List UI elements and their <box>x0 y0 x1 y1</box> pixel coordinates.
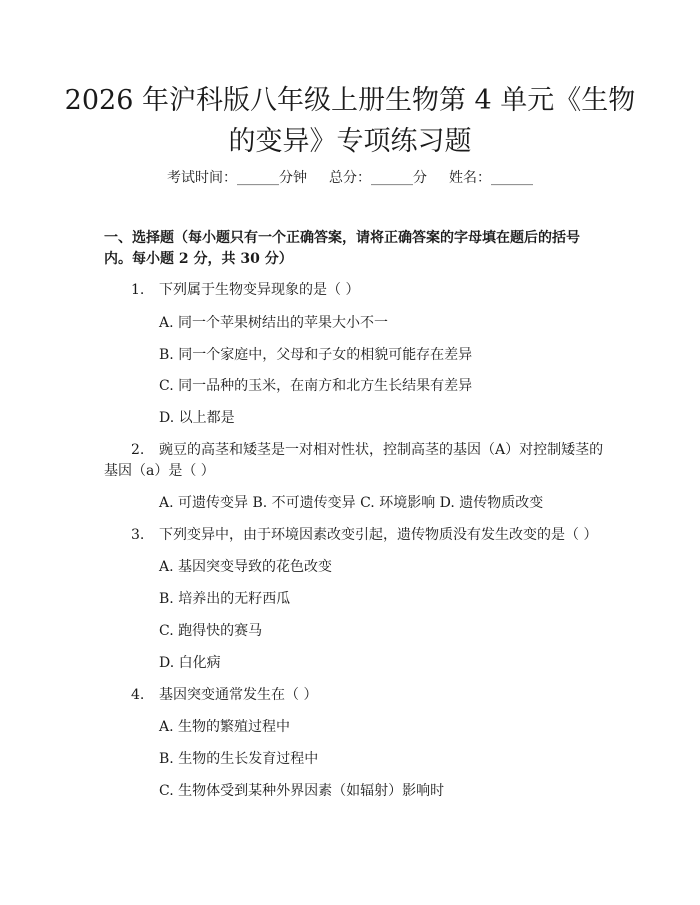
question-4-option-b: B. 生物的生长发育过程中 <box>159 751 319 767</box>
page-title: 2026 年沪科版八年级上册生物第 4 单元《生物的变异》专项练习题 <box>64 85 636 157</box>
question-1-option-d: D. 以上都是 <box>159 410 235 426</box>
question-text: 基因突变通常发生在（ ） <box>159 687 318 703</box>
question-number: 2. <box>131 442 145 458</box>
question-1-option-a: A. 同一个苹果树结出的苹果大小不一 <box>159 315 389 331</box>
question-3-option-a: A. 基因突变导致的花色改变 <box>159 559 333 575</box>
question-number: 3. <box>131 527 145 543</box>
question-3-option-d: D. 白化病 <box>159 655 221 671</box>
exam-info <box>0 168 700 188</box>
total-score-field: 总分：______分 <box>329 170 427 186</box>
question-2-continuation: 基因（a）是（ ） <box>104 463 215 479</box>
question-3 <box>131 525 597 546</box>
question-text: 下列变异中，由于环境因素改变引起，遗传物质没有发生改变的是（ ） <box>159 527 598 543</box>
question-1 <box>131 280 359 301</box>
question-2-options: A. 可遗传变异 B. 不可遗传变异 C. 环境影响 D. 遗传物质改变 <box>159 495 544 511</box>
question-4-option-a: A. 生物的繁殖过程中 <box>159 719 291 735</box>
question-number: 1. <box>131 282 145 298</box>
question-text: 下列属于生物变异现象的是（ ） <box>159 282 360 298</box>
question-4 <box>131 685 317 706</box>
section-heading: 一、选择题（每小题只有一个正确答案，请将正确答案的字母填在题后的括号内。每小题 2 分，共 30 分） <box>104 230 580 267</box>
question-3-option-c: C. 跑得快的赛马 <box>159 623 263 639</box>
question-1-option-b: B. 同一个家庭中，父母和子女的相貌可能存在差异 <box>159 347 473 363</box>
question-1-option-c: C. 同一品种的玉米，在南方和北方生长结果有差异 <box>159 378 473 394</box>
question-4-option-c: C. 生物体受到某种外界因素（如辐射）影响时 <box>159 783 445 799</box>
exam-time-field: 考试时间：______分钟 <box>167 170 307 186</box>
question-2 <box>131 440 603 461</box>
question-number: 4. <box>131 687 145 703</box>
name-field: 姓名：______ <box>449 170 533 186</box>
question-3-option-b: B. 培养出的无籽西瓜 <box>159 591 291 607</box>
question-text: 豌豆的高茎和矮茎是一对相对性状，控制高茎的基因（A）对控制矮茎的 <box>159 442 604 458</box>
